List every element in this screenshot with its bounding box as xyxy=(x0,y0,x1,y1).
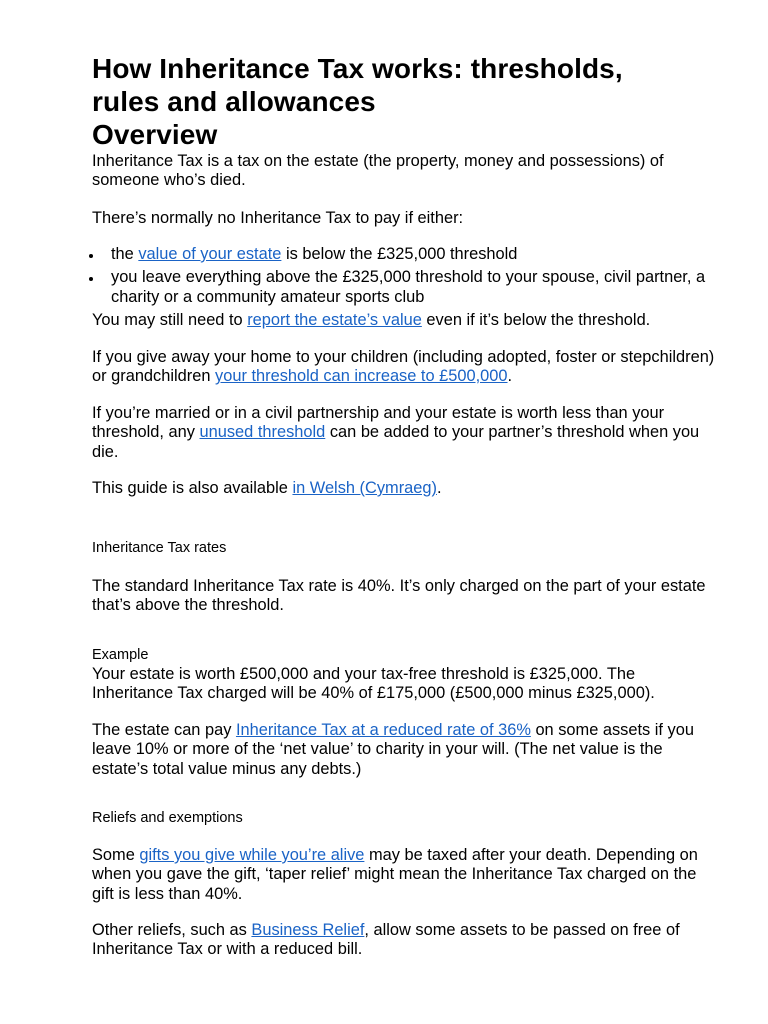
list-item: the value of your estate is below the £325,000 threshold xyxy=(92,245,720,264)
page-title xyxy=(92,52,623,151)
gifts-link[interactable]: gifts you give while you’re alive xyxy=(139,846,365,864)
overview-heading: Overview xyxy=(92,119,218,150)
standard-rate-paragraph: The standard Inheritance Tax rate is 40%. It’s only charged on the part of your estate that’s above the threshold. xyxy=(92,577,706,615)
business-relief-link[interactable]: Business Relief xyxy=(251,921,365,939)
home-paragraph: If you give away your home to your children (including adopted, foster or stepchildren) or grandchildren your threshold can increase to £500,000. xyxy=(92,348,715,386)
unused-threshold-link[interactable]: unused threshold xyxy=(199,423,326,442)
conditions-list xyxy=(92,245,720,307)
gifts-paragraph: Some gifts you give while you’re alive may be taxed after your death. Depending on when you gave the gift, ‘taper relief’ might mean the Inheritance Tax charged on the gift is less than 40%. xyxy=(92,846,698,903)
reliefs-heading: Reliefs and exemptions xyxy=(92,810,243,826)
welsh-paragraph: This guide is also available in Welsh (Cymraeg). xyxy=(92,479,442,497)
rates-heading: Inheritance Tax rates xyxy=(92,540,227,556)
example-paragraph: Your estate is worth £500,000 and your tax-free threshold is £325,000. The Inheritance Tax charged will be 40% of £175,000 (£500,000 minus £325,000). xyxy=(92,665,655,703)
report-paragraph: You may still need to report the estate’s value even if it’s below the threshold. xyxy=(92,311,651,329)
title-line-1: How Inheritance Tax works: thresholds, xyxy=(92,53,623,84)
value-of-estate-link[interactable]: value of your estate xyxy=(138,245,282,263)
example-heading: Example xyxy=(92,647,149,663)
list-item: you leave everything above the £325,000 threshold to your spouse, civil partner, a charity or a community amateur sports club xyxy=(92,268,720,307)
welsh-guide-link[interactable]: in Welsh (Cymraeg) xyxy=(292,479,437,497)
intro-paragraph: Inheritance Tax is a tax on the estate (the property, money and possessions) of someone who’s died. xyxy=(92,152,664,190)
reduced-rate-paragraph: The estate can pay Inheritance Tax at a reduced rate of 36% on some assets if you leave 10% or more of the ‘net value’ to charity in your will. (The net value is the estate’s total value minus any debts.) xyxy=(92,721,694,778)
married-paragraph: If you’re married or in a civil partnership and your estate is worth less than your threshold, any unused threshold can be added to your partner’s threshold when you die. xyxy=(92,404,700,461)
title-line-2: rules and allowances xyxy=(92,86,376,117)
report-estate-value-link[interactable]: report the estate’s value xyxy=(247,311,422,329)
business-relief-paragraph: Other reliefs, such as Business Relief, allow some assets to be passed on free of Inheritance Tax or with a reduced bill. xyxy=(92,921,680,959)
either-paragraph: There’s normally no Inheritance Tax to pay if either: xyxy=(92,209,464,227)
reduced-rate-link[interactable]: Inheritance Tax at a reduced rate of 36% xyxy=(235,721,531,739)
threshold-increase-link[interactable]: your threshold can increase to £500,000 xyxy=(215,367,508,386)
